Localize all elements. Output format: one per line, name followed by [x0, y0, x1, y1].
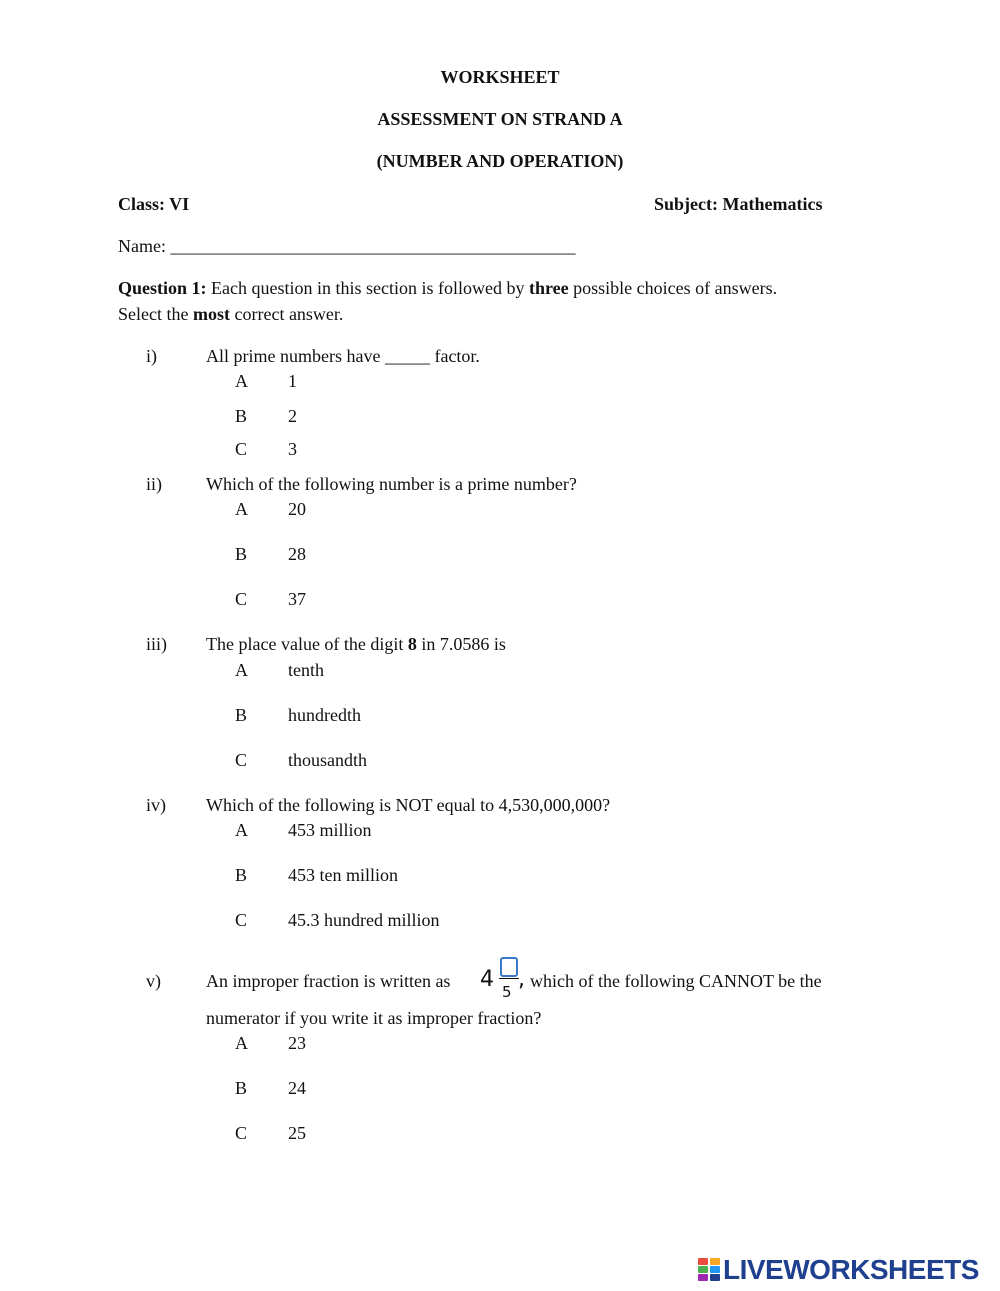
question-label: Question 1: [118, 278, 207, 298]
instructions-text: Each question in this section is followed by [206, 278, 529, 298]
subject-label: Subject: Mathematics [654, 194, 823, 214]
option-text[interactable]: 453 million [288, 820, 372, 840]
fraction-comma: , [518, 967, 525, 992]
instructions-text: correct answer. [229, 304, 344, 324]
option-text[interactable]: 453 ten million [288, 865, 398, 885]
option-text[interactable]: 37 [288, 589, 306, 609]
option-letter[interactable]: A [235, 820, 248, 840]
page-title: WORKSHEET [440, 67, 560, 87]
option-letter[interactable]: B [235, 865, 248, 885]
instructions-emphasis: most [192, 304, 230, 324]
name-label: Name: [118, 236, 171, 256]
option-letter[interactable]: A [235, 660, 248, 680]
question-text: Which of the following is NOT equal to 4,530,000,000? [206, 795, 611, 815]
option-letter[interactable]: B [235, 406, 248, 426]
option-text[interactable]: tenth [288, 660, 324, 680]
option-text[interactable]: 25 [288, 1123, 306, 1143]
instructions-line-2 [118, 304, 343, 325]
page-subtitle-2: (NUMBER AND OPERATION) [376, 151, 624, 171]
page-subtitle: ASSESSMENT ON STRAND A [377, 109, 623, 129]
question-text-part: An improper fraction is written as [206, 971, 451, 991]
logo-text: LIVEWORKSHEETS [723, 1254, 979, 1285]
question-text: Which of the following number is a prime number? [206, 474, 577, 494]
option-text[interactable]: 45.3 hundred million [288, 910, 440, 930]
option-letter[interactable]: C [235, 910, 248, 930]
option-text[interactable]: hundredth [288, 705, 361, 725]
option-letter[interactable]: B [235, 705, 248, 725]
option-letter[interactable]: C [235, 750, 248, 770]
option-letter[interactable]: A [235, 371, 248, 391]
option-text[interactable]: 3 [288, 439, 297, 459]
question-text [206, 634, 506, 655]
option-letter[interactable]: B [235, 1078, 248, 1098]
mixed-fraction [480, 955, 526, 1005]
option-letter[interactable]: C [235, 589, 248, 609]
logo-block [710, 1266, 720, 1273]
name-field[interactable] [118, 236, 575, 257]
question-text: All prime numbers have _____ factor. [206, 346, 480, 366]
fraction-bar [499, 978, 519, 979]
name-line[interactable]: _____________________________________________ [170, 236, 576, 256]
instructions-text: possible choices of answers. [568, 278, 778, 298]
option-letter[interactable]: A [235, 499, 248, 519]
option-text[interactable]: 24 [288, 1078, 306, 1098]
option-letter[interactable]: A [235, 1033, 248, 1053]
logo-block [698, 1274, 708, 1281]
option-letter[interactable]: C [235, 439, 248, 459]
instructions-text: Select the [118, 304, 193, 324]
option-text[interactable]: 20 [288, 499, 306, 519]
question-number: i) [146, 346, 157, 366]
liveworksheets-logo [698, 1254, 979, 1286]
option-text[interactable]: 1 [288, 371, 297, 391]
option-text[interactable]: thousandth [288, 750, 367, 770]
logo-block [710, 1274, 720, 1281]
option-letter[interactable]: C [235, 1123, 248, 1143]
question-text-line-2: numerator if you write it as improper fraction? [206, 1008, 542, 1028]
question-text-part: in 7.0586 is [416, 634, 506, 654]
question-number: iii) [146, 634, 167, 654]
option-text[interactable]: 2 [288, 406, 297, 426]
question-text-part: which of the following CANNOT be the [530, 971, 822, 991]
instructions-line-1 [118, 278, 777, 299]
option-letter[interactable]: B [235, 544, 248, 564]
fraction-denominator: 5 [502, 983, 512, 1001]
question-number: iv) [146, 795, 166, 815]
logo-block [698, 1266, 708, 1273]
question-number: v) [146, 971, 161, 991]
question-text-part: The place value of the digit [206, 634, 408, 654]
logo-icon [698, 1258, 720, 1282]
fraction-numerator-box[interactable] [500, 957, 518, 977]
class-label: Class: VI [118, 194, 190, 214]
question-number: ii) [146, 474, 162, 494]
logo-block [710, 1258, 720, 1265]
option-text[interactable]: 23 [288, 1033, 306, 1053]
option-text[interactable]: 28 [288, 544, 306, 564]
question-text-emphasis: 8 [407, 634, 417, 654]
logo-block [698, 1258, 708, 1265]
fraction-whole: 4 [480, 967, 494, 992]
instructions-emphasis: three [528, 278, 569, 298]
